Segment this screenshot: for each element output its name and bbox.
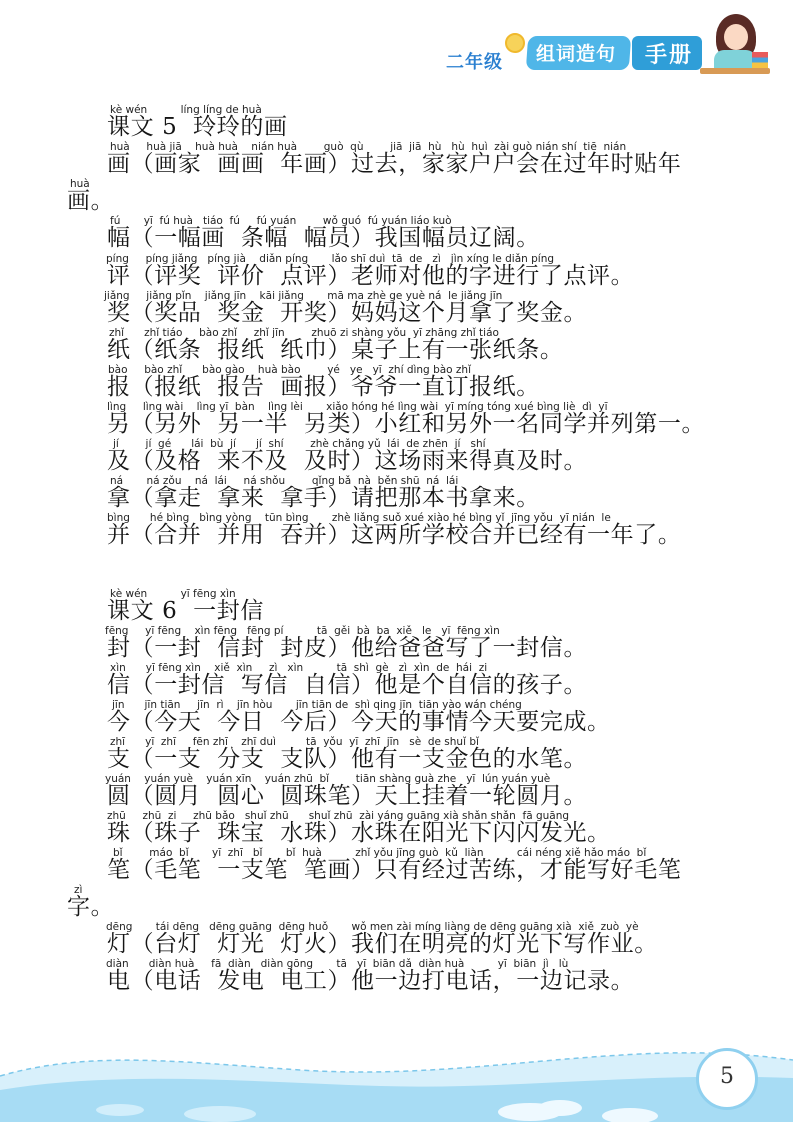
pinyin-line: zì (74, 884, 83, 896)
hanzi-line: 拿（拿走 拿来 拿手）请把那本书拿来。 (107, 485, 540, 511)
pinyin-line: píng píng jiǎng píng jià diǎn píng lǎo shī duì tā de zì jìn xíng le diǎn píng (106, 253, 555, 265)
pinyin-line: huà huà jiā huà huà nián huà guò qù jiā jiā hù hù huì zài guò nián shí tiē nián (110, 141, 627, 153)
hanzi-line: 评（评奖 评价 点评）老师对他的字进行了点评。 (107, 263, 635, 289)
hanzi-line: 笔（毛笔 一支笔 笔画）只有经过苦练，才能写好毛笔 (107, 857, 682, 883)
star-icon (505, 33, 525, 53)
hanzi-line: 课文 5 玲玲的画 (107, 114, 288, 140)
pinyin-line: kè wén yī fēng xìn (110, 588, 236, 600)
hanzi-line: 画（画家 画画 年画）过去，家家户户会在过年时贴年 (107, 151, 682, 177)
pinyin-line: huà (70, 178, 90, 190)
page-number: 5 (720, 1064, 734, 1089)
pinyin-line: diàn diàn huà fā diàn diàn gōng tā yī biān dǎ diàn huà yī biān jì lù (106, 958, 569, 970)
hanzi-line: 信（一封信 写信 自信）他是个自信的孩子。 (107, 672, 588, 698)
hanzi-line: 奖（奖品 奖金 开奖）妈妈这个月拿了奖金。 (107, 300, 588, 326)
page-header (0, 0, 793, 90)
pinyin-line: fēng yī fēng xìn fēng fēng pí tā gěi bà ba xiě le yī fēng xìn (105, 625, 500, 637)
pinyin-line: jí jí gé lái bù jí jí shí zhè chǎng yǔ lái de zhēn jí shí (113, 438, 486, 450)
pinyin-line: bǐ máo bǐ yī zhī bǐ bǐ huà zhǐ yǒu jīng guò kǔ liàn cái néng xiě hǎo máo bǐ (113, 847, 647, 859)
pinyin-line: kè wén líng líng de huà (110, 104, 262, 116)
pinyin-line: yuán yuán yuè yuán xīn yuán zhū bǐ tiān shàng guà zhe yī lún yuán yuè (105, 773, 551, 785)
hanzi-line: 珠（珠子 珠宝 水珠）水珠在阳光下闪闪发光。 (107, 820, 611, 846)
grade-label: 二年级 (446, 52, 503, 73)
hanzi-line: 圆（圆月 圆心 圆珠笔）天上挂着一轮圆月。 (107, 783, 588, 809)
hanzi-line: 字。 (67, 894, 115, 920)
page-footer (0, 1030, 793, 1122)
pinyin-line: fú yī fú huà tiáo fú fú yuán wǒ guó fú yuán liáo kuò (110, 215, 452, 227)
book-title: 手册 (645, 43, 694, 68)
pinyin-line: bào bào zhǐ bào gào huà bào yé ye yī zhí dìng bào zhǐ (108, 364, 472, 376)
series-title: 组词造句 (536, 43, 617, 65)
pinyin-line: lìng lìng wài lìng yī bàn lìng lèi xiǎo hóng hé lìng wài yī míng tóng xué bìng liè dì yī (107, 401, 608, 413)
hanzi-line: 封（一封 信封 封皮）他给爸爸写了一封信。 (107, 635, 588, 661)
hanzi-line: 纸（纸条 报纸 纸巾）桌子上有一张纸条。 (107, 337, 564, 363)
wave-decoration (0, 1030, 793, 1122)
hanzi-line: 报（报纸 报告 画报）爷爷一直订报纸。 (107, 374, 540, 400)
hanzi-line: 另（另外 另一半 另类）小红和另外一名同学并列第一。 (107, 411, 706, 437)
hanzi-line: 及（及格 来不及 及时）这场雨来得真及时。 (107, 448, 588, 474)
pinyin-line: xìn yī fēng xìn xiě xìn zì xìn tā shì gè zì xìn de hái zi (110, 662, 488, 674)
pinyin-line: zhǐ zhǐ tiáo bào zhǐ zhǐ jīn zhuō zi shàng yǒu yī zhāng zhǐ tiáo (109, 327, 499, 339)
hanzi-line: 画。 (67, 188, 115, 214)
pinyin-line: jīn jīn tiān jīn rì jīn hòu jīn tiān de shì qing jīn tiān yào wán chéng (112, 699, 522, 711)
hanzi-line: 今（今天 今日 今后）今天的事情今天要完成。 (107, 709, 611, 735)
hanzi-line: 幅（一幅画 条幅 幅员）我国幅员辽阔。 (107, 225, 540, 251)
hanzi-line: 课文 6 一封信 (107, 598, 264, 624)
pinyin-line: bìng hé bìng bìng yòng tūn bìng zhè liǎng suǒ xué xiào hé bìng yǐ jīng yǒu yī nián le (107, 512, 611, 524)
pinyin-line: zhū zhū zi zhū bǎo shuǐ zhū shuǐ zhū zài yáng guāng xià shǎn shǎn fā guāng (107, 810, 570, 822)
hanzi-line: 电（电话 发电 电工）他一边打电话，一边记录。 (107, 968, 635, 994)
hanzi-line: 并（合并 并用 吞并）这两所学校合并已经有一年了。 (107, 522, 682, 548)
hanzi-line: 支（一支 分支 支队）他有一支金色的水笔。 (107, 746, 588, 772)
pinyin-line: ná ná zǒu ná lái ná shǒu qǐng bǎ nà běn shū ná lái (110, 475, 459, 487)
hanzi-line: 灯（台灯 灯光 灯火）我们在明亮的灯光下写作业。 (107, 931, 658, 957)
pinyin-line: zhī yī zhī fēn zhī zhī duì tā yǒu yī zhī jīn sè de shuǐ bǐ (110, 736, 479, 748)
pinyin-line: dēng tái dēng dēng guāng dēng huǒ wǒ men zài míng liàng de dēng guāng xià xiě zuò yè (106, 921, 639, 933)
pinyin-line: jiǎng jiǎng pǐn jiǎng jīn kāi jiǎng mā ma zhè ge yuè ná le jiǎng jīn (104, 290, 503, 302)
